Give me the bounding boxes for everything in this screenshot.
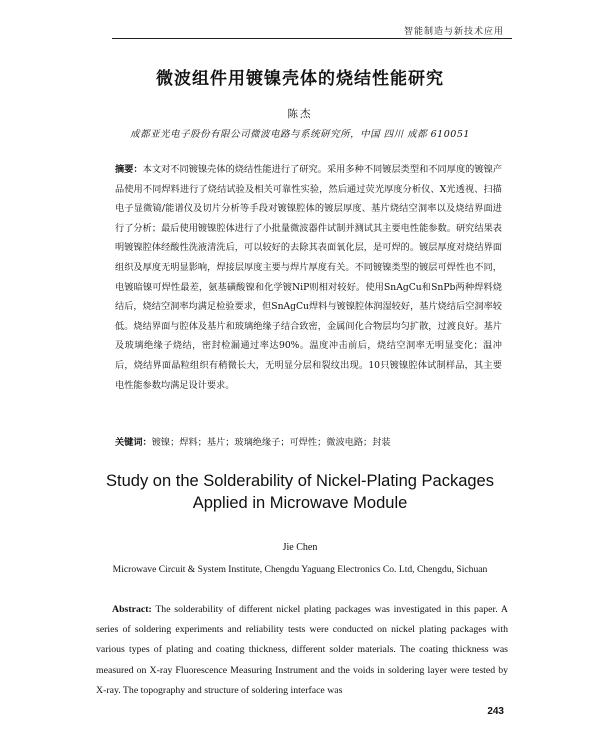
english-author: Jie Chen	[282, 542, 318, 553]
english-title-line-1: Study on the Solderability of Nickel-Plating Packages	[106, 472, 494, 490]
english-title-line-2: Applied in Microwave Module	[192, 494, 408, 512]
chinese-abstract-label: 摘要：	[115, 164, 143, 175]
chinese-abstract-body: 本文对不同镀镍壳体的烧结性能进行了研究。采用多种不同镀层类型和不同厚度的镀镍产品使用不同焊料进行了烧结试验及相关可靠性实验，然后通过荧光厚度分析仪、X光透视、扫描电子显微镜/能谱仪及切片分析等手段对镀镍腔体的镀层厚度、基片烧结空洞率以及烧结界面进行了分析；最后使用镀镍腔体进行了小批量微波器件试制并测试其主要电性能参数。研究结果表明镀镍腔体经酸性洗液清洗后，可以较好的去除其表面氧化层，是可焊的。镀层厚度对烧结界面组织及厚度无明显影响，焊接层厚度主要与焊片厚度有关。不同镀镍类型的镀层可焊性也不同，电镀暗镍可焊性最差，氨基磺酸镍和化学镀NiP则相对较好。使用SnAgCu和SnPb两种焊料烧结后，烧结空洞率均满足检验要求，但SnAgCu焊料与镀镍腔体润湿较好，基片烧结后空洞率较低。烧结界面与腔体及基片和玻璃绝缘子结合致密，金属间化合物层均匀扩散，过渡良好。基片及玻璃绝缘子烧结，密封检漏通过率达90%。温度冲击前后，烧结空洞率无明显变化；温冲后，烧结界面晶粒组织有稍微长大，无明显分层和裂纹出现。10只镀镍腔体试制样品，其主要电性能参数均满足设计要求。	[115, 164, 503, 391]
chinese-affiliation: 成都亚光电子股份有限公司微波电路与系统研究所，中国 四川 成都 610051	[130, 129, 470, 140]
page-number: 243	[487, 706, 504, 717]
english-abstract-body: The solderability of different nickel plating packages was investigated in this paper. A series of soldering experiments and reliability tests were conducted on nickel plating packages with various types of plating and coating thickness, different solder materials. The coating thickness was measured on X-ray Fluorescence Measuring Instrument and the voids in soldering layer were tested by X-ray. The topography and structure of soldering interface was	[96, 604, 508, 696]
chinese-keywords	[115, 435, 515, 451]
chinese-abstract	[115, 160, 502, 395]
chinese-keywords-label: 关键词：	[115, 437, 152, 448]
chinese-keywords-list: 镀镍；焊料；基片；玻璃绝缘子；可焊性；微波电路；封装	[151, 437, 391, 448]
chinese-title: 微波组件用镀镍壳体的烧结性能研究	[156, 69, 444, 89]
chinese-author: 陈杰	[287, 108, 313, 120]
english-abstract-label: Abstract:	[112, 604, 152, 615]
english-abstract	[96, 600, 508, 701]
header-rule	[112, 38, 512, 39]
running-head: 智能制造与新技术应用	[403, 27, 504, 37]
english-title	[0, 470, 600, 514]
english-affiliation: Microwave Circuit & System Institute, Chengdu Yaguang Electronics Co. Ltd, Chengdu, Sichuan	[112, 564, 488, 575]
